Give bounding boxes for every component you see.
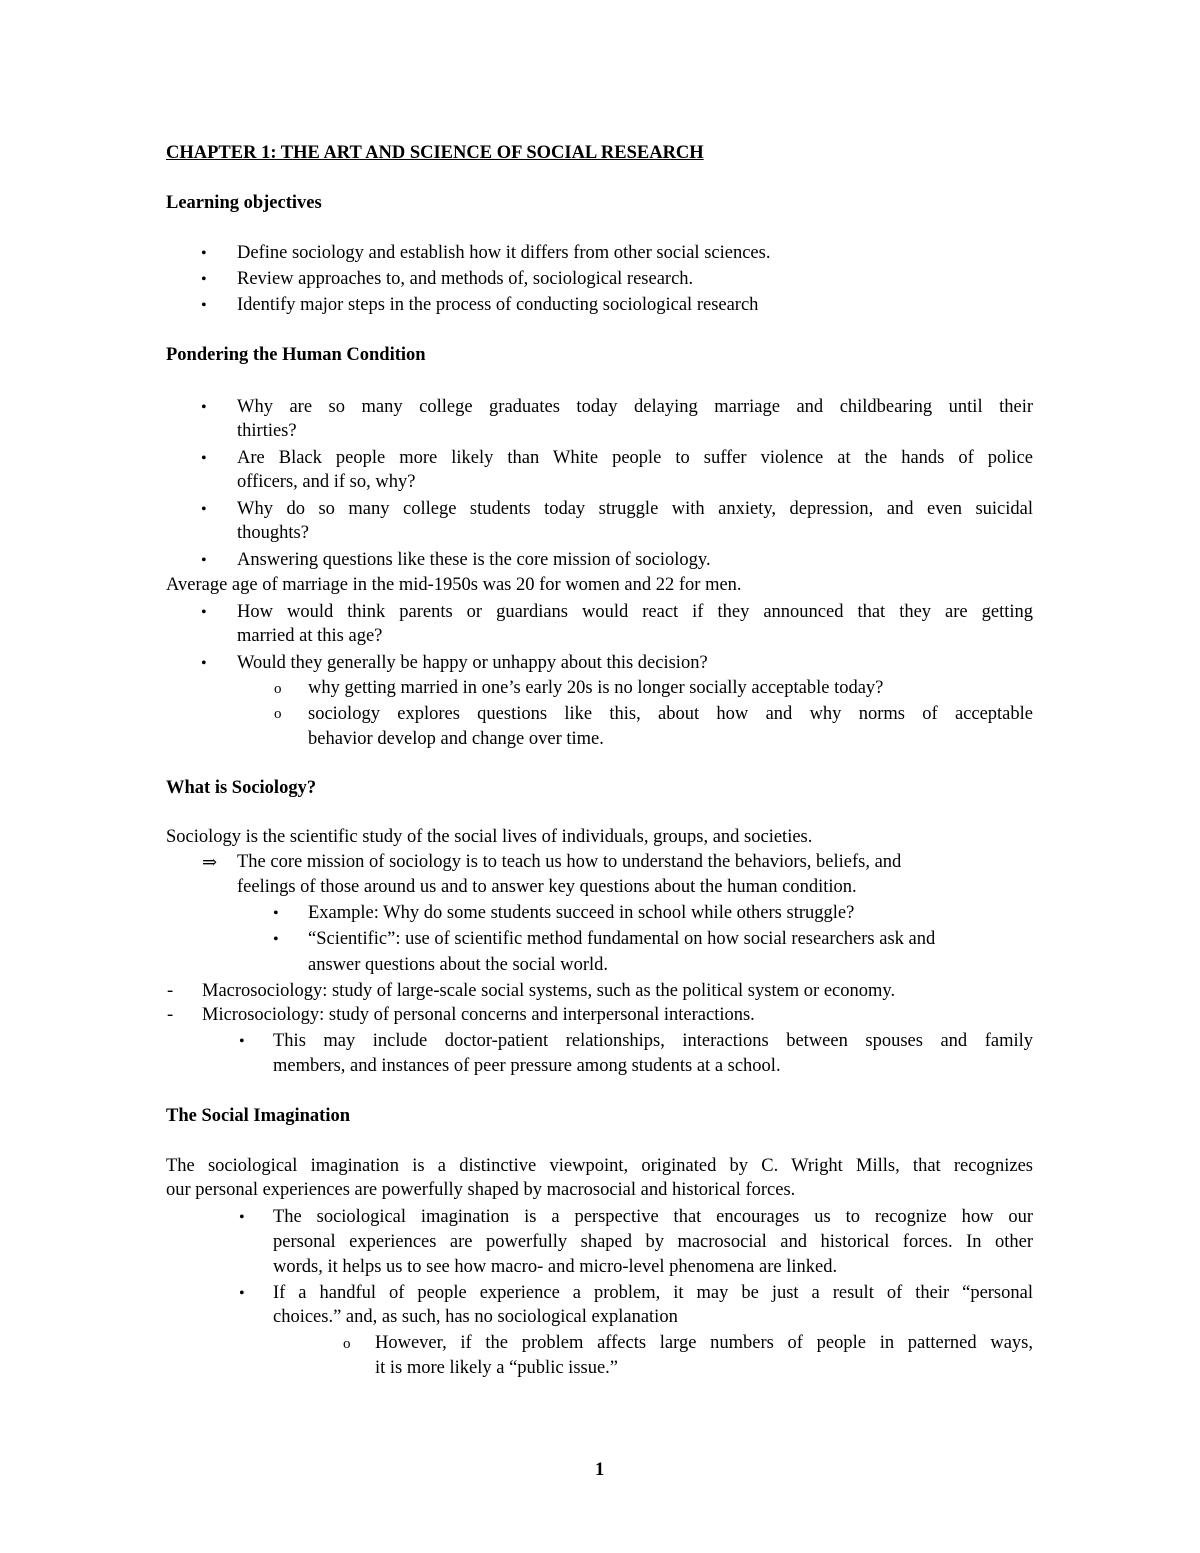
- sub-item-line: why getting married in one’s early 20s is no longer socially acceptable today?: [308, 678, 884, 698]
- bullet-icon: •: [273, 931, 279, 948]
- dash-bullet-icon: -: [167, 1005, 174, 1025]
- microsociology-example: This may include doctor-patient relationships, interactions between spouses and family: [273, 1031, 1033, 1051]
- question-line: Are Black people more likely than White people to suffer violence at the hands of police: [237, 448, 1033, 468]
- question-line: Why are so many college graduates today delaying marriage and childbearing until their: [237, 397, 1033, 417]
- sociology-definition: Sociology is the scientific study of the social lives of individuals, groups, and societies.: [166, 827, 813, 847]
- question-line: thoughts?: [237, 523, 309, 543]
- objective-item: Identify major steps in the process of conducting sociological research: [237, 295, 759, 315]
- question-line: How would think parents or guardians would react if they announced that they are getting: [237, 602, 1033, 622]
- circle-bullet-icon: o: [343, 1336, 351, 1352]
- imagination-bullet-line: The sociological imagination is a perspective that encourages us to recognize how our: [273, 1207, 1033, 1227]
- imagination-paragraph: The sociological imagination is a distinctive viewpoint, originated by C. Wright Mills, that recognizes: [166, 1156, 1033, 1176]
- circle-bullet-icon: o: [274, 706, 282, 722]
- sociology-heading: What is Sociology?: [166, 778, 317, 798]
- objective-item: Review approaches to, and methods of, sociological research.: [237, 269, 694, 289]
- bullet-icon: •: [239, 1209, 245, 1226]
- dash-bullet-icon: -: [167, 981, 174, 1001]
- bullet-icon: •: [201, 450, 207, 467]
- microsociology-line: Microsociology: study of personal concerns and interpersonal interactions.: [202, 1005, 755, 1025]
- sub-item-line: behavior develop and change over time.: [308, 729, 604, 749]
- core-mission-line: The core mission of sociology is to teach us how to understand the behaviors, beliefs, and: [237, 852, 902, 872]
- scientific-line: “Scientific”: use of scientific method fundamental on how social researchers ask and: [308, 929, 936, 949]
- imagination-bullet-line: choices.” and, as such, has no sociological explanation: [273, 1307, 678, 1327]
- objectives-heading: Learning objectives: [166, 193, 322, 213]
- page-number: 1: [595, 1460, 605, 1480]
- public-issue-line: it is more likely a “public issue.”: [375, 1358, 619, 1378]
- imagination-bullet-line: personal experiences are powerfully shaped by macrosocial and historical forces. In other: [273, 1232, 1033, 1252]
- chapter-title: CHAPTER 1: THE ART AND SCIENCE OF SOCIAL RESEARCH: [166, 143, 704, 163]
- marriage-age-line: Average age of marriage in the mid-1950s was 20 for women and 22 for men.: [166, 575, 742, 595]
- core-mission-line: feelings of those around us and to answer key questions about the human condition.: [237, 877, 857, 897]
- bullet-icon: •: [239, 1285, 245, 1302]
- imagination-heading: The Social Imagination: [166, 1106, 350, 1126]
- bullet-icon: •: [201, 297, 207, 314]
- sub-item-line: sociology explores questions like this, about how and why norms of acceptable: [308, 704, 1033, 724]
- example-line: Example: Why do some students succeed in school while others struggle?: [308, 903, 855, 923]
- bullet-icon: •: [201, 245, 207, 262]
- pondering-heading: Pondering the Human Condition: [166, 345, 426, 365]
- bullet-icon: •: [201, 501, 207, 518]
- question-line: officers, and if so, why?: [237, 472, 416, 492]
- bullet-icon: •: [201, 552, 207, 569]
- bullet-icon: •: [201, 271, 207, 288]
- microsociology-example: members, and instances of peer pressure among students at a school.: [273, 1056, 781, 1076]
- scientific-line: answer questions about the social world.: [308, 955, 609, 975]
- question-line: Why do so many college students today struggle with anxiety, depression, and even suicidal: [237, 499, 1033, 519]
- question-line: Would they generally be happy or unhappy about this decision?: [237, 653, 708, 673]
- question-line: married at this age?: [237, 626, 383, 646]
- question-line: thirties?: [237, 421, 297, 441]
- bullet-icon: •: [239, 1033, 245, 1050]
- objective-item: Define sociology and establish how it differs from other social sciences.: [237, 243, 771, 263]
- arrow-right-icon: ⇒: [202, 852, 218, 872]
- bullet-icon: •: [273, 905, 279, 922]
- imagination-paragraph: our personal experiences are powerfully shaped by macrosocial and historical forces.: [166, 1180, 796, 1200]
- circle-bullet-icon: o: [274, 681, 282, 697]
- question-line: Answering questions like these is the core mission of sociology.: [237, 550, 711, 570]
- macrosociology-line: Macrosociology: study of large-scale social systems, such as the political system or economy.: [202, 981, 896, 1001]
- bullet-icon: •: [201, 604, 207, 621]
- public-issue-line: However, if the problem affects large numbers of people in patterned ways,: [375, 1333, 1033, 1353]
- bullet-icon: •: [201, 399, 207, 416]
- bullet-icon: •: [201, 655, 207, 672]
- imagination-bullet-line: If a handful of people experience a problem, it may be just a result of their “personal: [273, 1283, 1033, 1303]
- imagination-bullet-line: words, it helps us to see how macro- and micro-level phenomena are linked.: [273, 1257, 838, 1277]
